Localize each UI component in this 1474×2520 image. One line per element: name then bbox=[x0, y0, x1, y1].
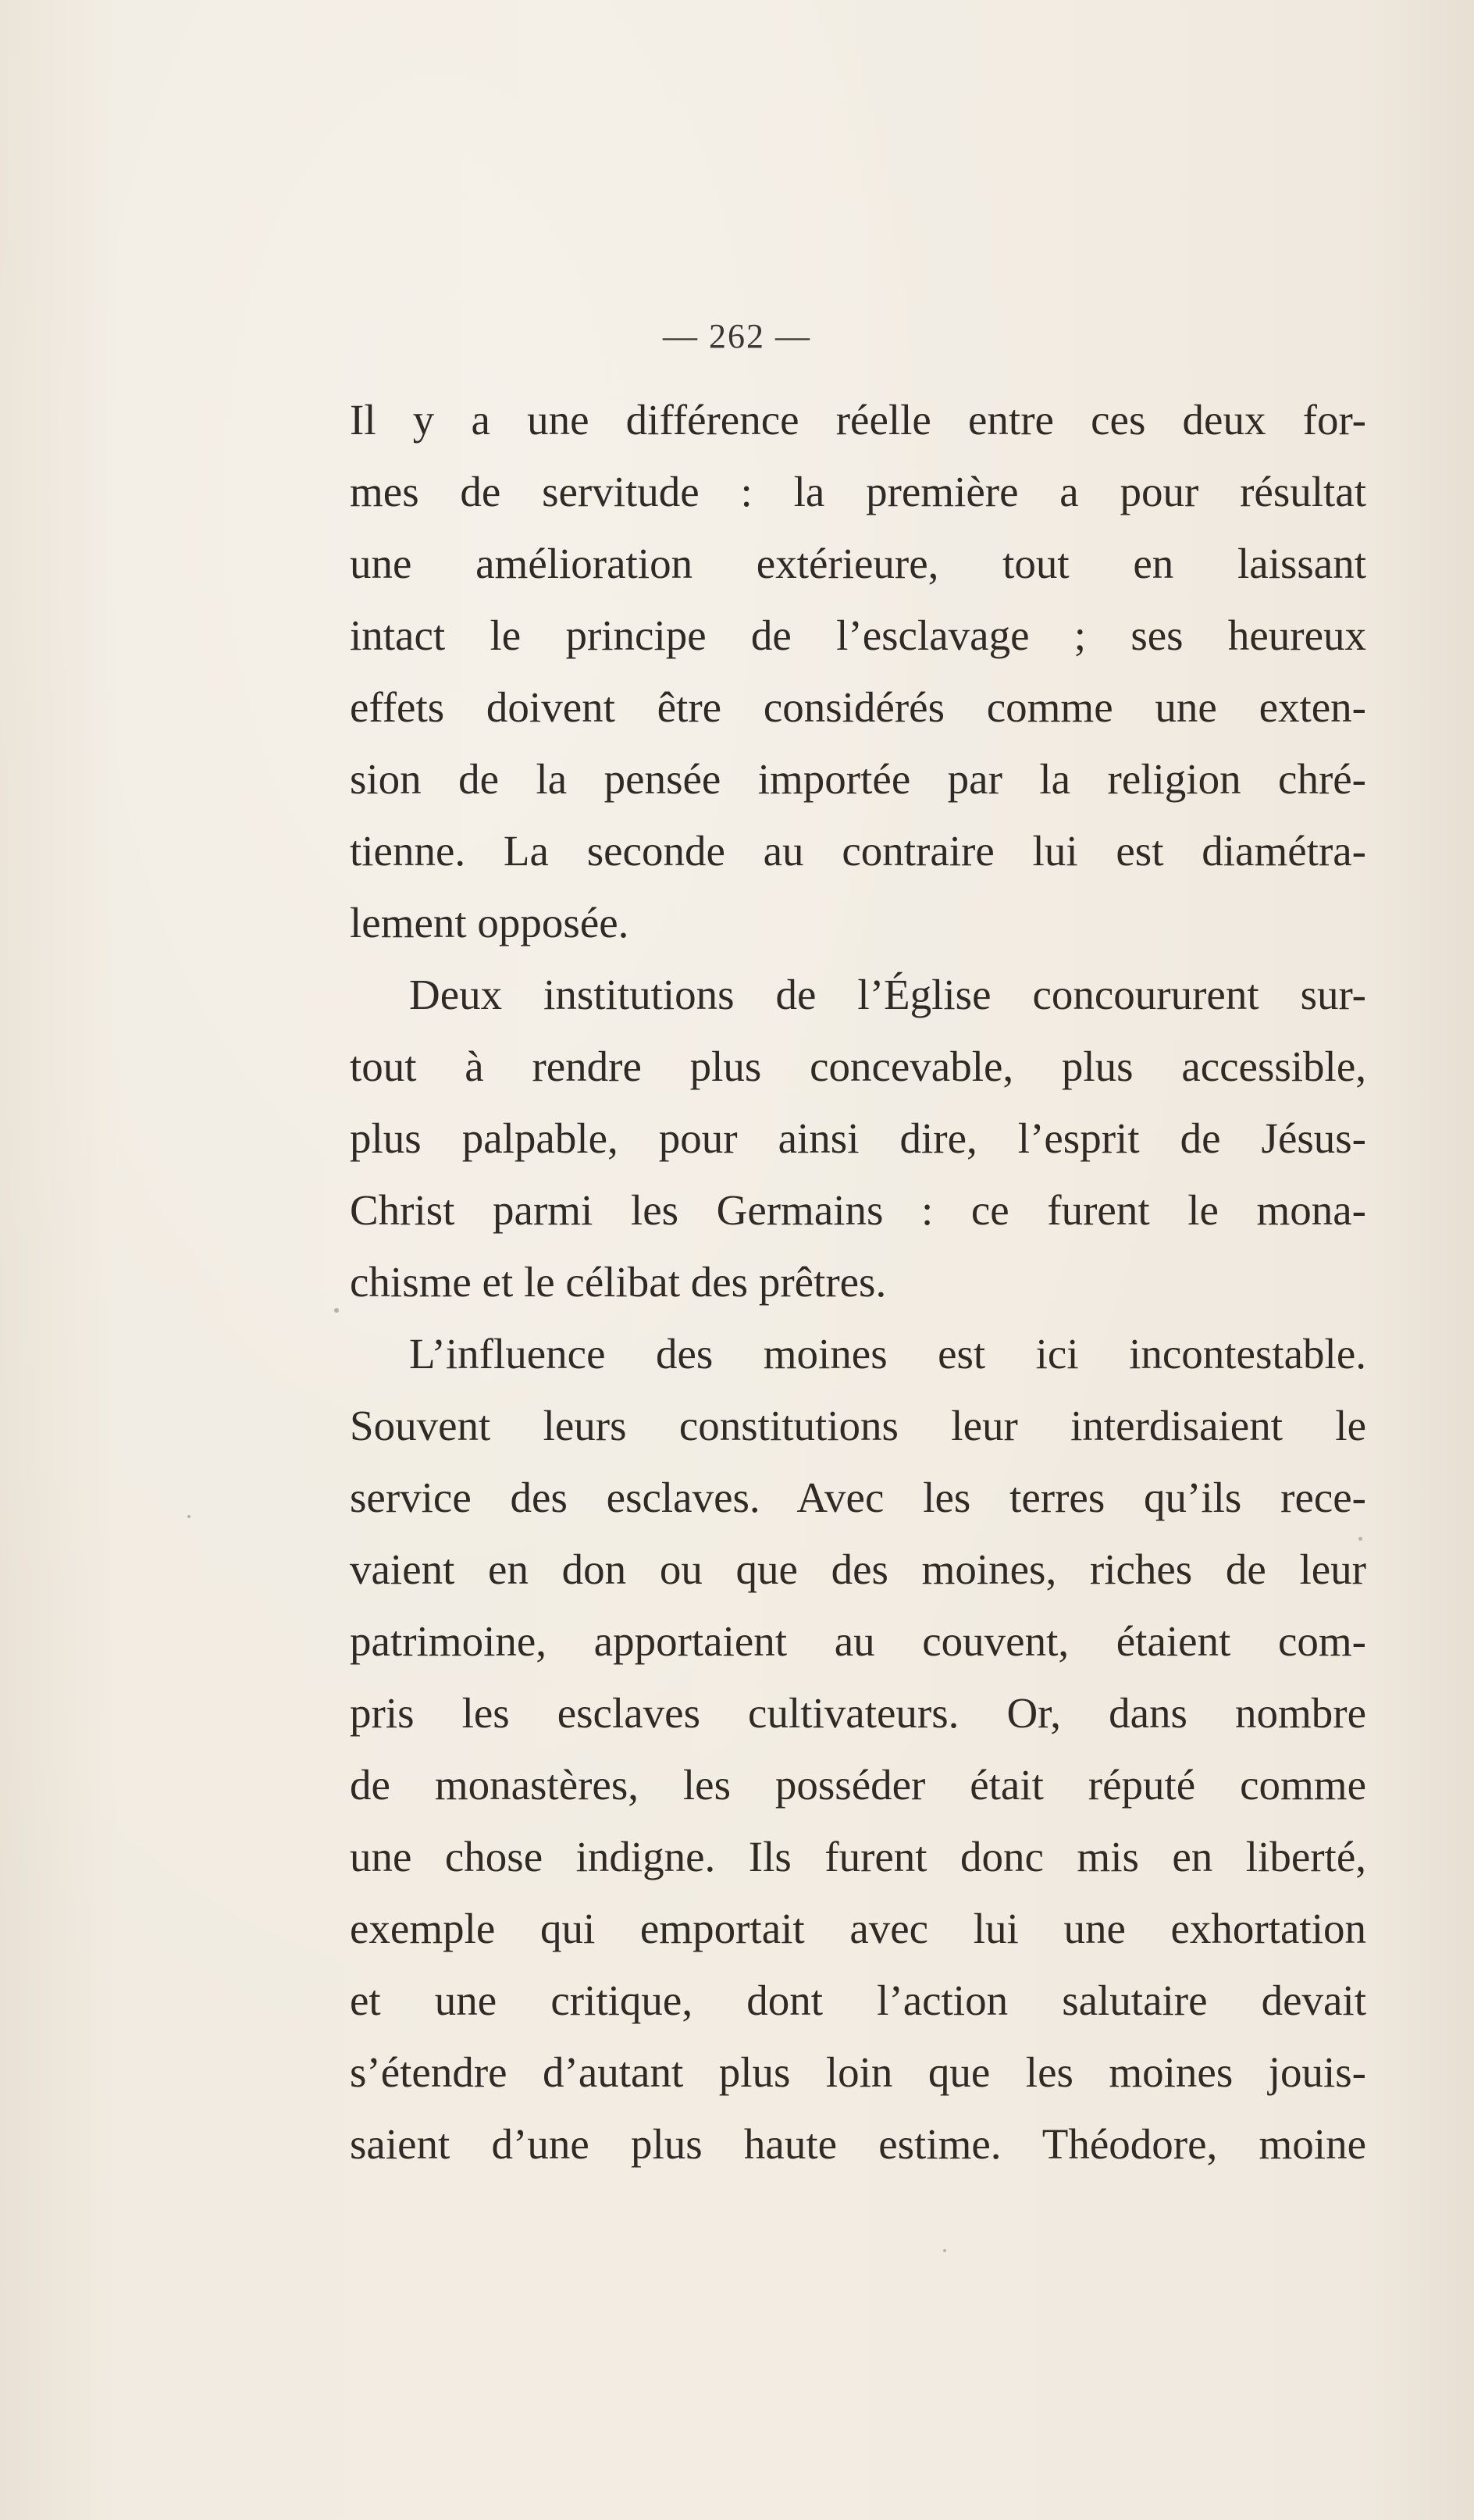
text-line: Christ parmi les Germains : ce furent le mona- bbox=[350, 1186, 1366, 1234]
paragraph-1 bbox=[350, 384, 1366, 959]
text-line: s’étendre d’autant plus loin que les moines jouis- bbox=[350, 2048, 1366, 2096]
text-line: tout à rendre plus concevable, plus accessible, bbox=[350, 1043, 1366, 1090]
paper-speck bbox=[1358, 1537, 1362, 1541]
text-line: lement opposée. bbox=[350, 899, 629, 946]
text-line: vaient en don ou que des moines, riches de leur bbox=[350, 1545, 1366, 1593]
text-line: exemple qui emportait avec lui une exhortation bbox=[350, 1905, 1366, 1952]
text-line: intact le principe de l’esclavage ; ses heureux bbox=[350, 611, 1366, 659]
page-number: — 262 — bbox=[663, 317, 811, 355]
text-line: saient d’une plus haute estime. Théodore, moine bbox=[350, 2120, 1366, 2168]
text-line: Il y a une différence réelle entre ces deux for- bbox=[350, 396, 1366, 444]
text-line: Souvent leurs constitutions leur interdisaient le bbox=[350, 1402, 1366, 1449]
text-line: mes de servitude : la première a pour résultat bbox=[350, 468, 1366, 515]
text-line: chisme et le célibat des prêtres. bbox=[350, 1258, 887, 1306]
text-line: tienne. La seconde au contraire lui est diamétra- bbox=[350, 827, 1366, 875]
paragraph-2 bbox=[350, 959, 1366, 1318]
text-line: pris les esclaves cultivateurs. Or, dans nombre bbox=[350, 1689, 1366, 1737]
text-line: plus palpable, pour ainsi dire, l’esprit de Jésus- bbox=[350, 1114, 1366, 1162]
text-line: Deux institutions de l’Église concoururent sur- bbox=[409, 971, 1366, 1018]
body-text bbox=[350, 384, 1366, 2180]
text-line: sion de la pensée importée par la religion chré- bbox=[350, 755, 1366, 803]
text-line: une chose indigne. Ils furent donc mis en liberté, bbox=[350, 1833, 1366, 1880]
paper-speck bbox=[187, 1515, 190, 1518]
text-line: une amélioration extérieure, tout en laissant bbox=[350, 540, 1366, 587]
paragraph-3 bbox=[350, 1318, 1366, 2180]
paper-speck bbox=[943, 2249, 946, 2252]
text-line: patrimoine, apportaient au couvent, étaient com- bbox=[350, 1617, 1366, 1665]
text-line: L’influence des moines est ici incontestable. bbox=[409, 1330, 1366, 1378]
text-line: effets doivent être considérés comme une exten- bbox=[350, 683, 1366, 731]
paper-speck bbox=[334, 1308, 339, 1313]
text-line: et une critique, dont l’action salutaire devait bbox=[350, 1976, 1366, 2024]
text-line: service des esclaves. Avec les terres qu’ils rece- bbox=[350, 1474, 1366, 1521]
text-line: de monastères, les posséder était réputé comme bbox=[350, 1761, 1366, 1809]
